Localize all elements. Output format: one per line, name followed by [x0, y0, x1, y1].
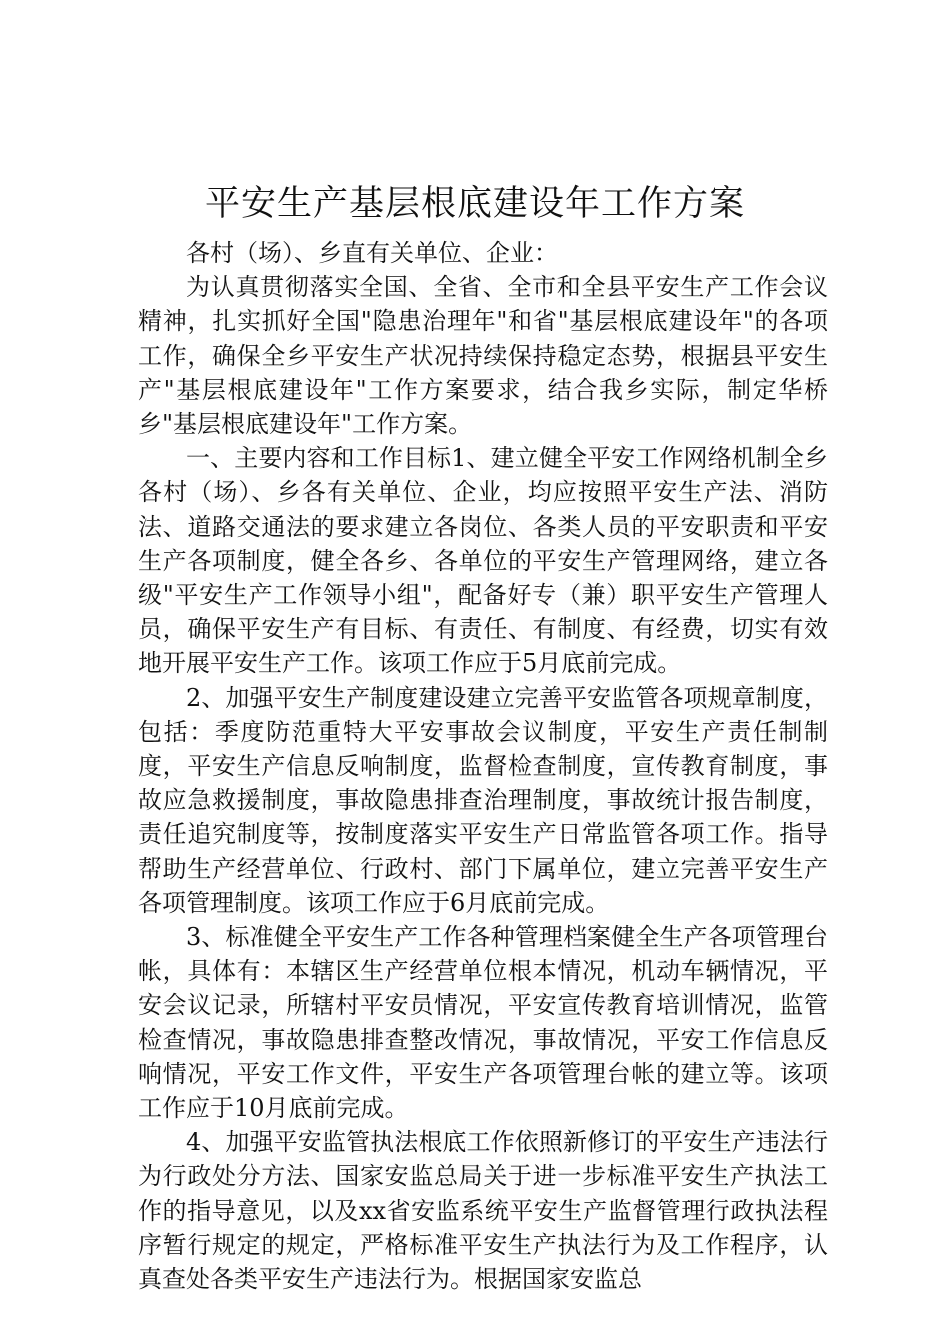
section-4-paragraph: 4、加强平安监管执法根底工作依照新修订的平安生产违法行为行政处分方法、国家安监总局关于进一步标准平安生产执法工作的指导意见，以及xx省安监系统平安生产监督管理行政执法程序暂行规定的规定，严格标准平安生产执法行为及工作程序，认真查处各类平安生产违法行为。根据国家安监总 [138, 1128, 828, 1294]
document-title: 平安生产基层根底建设年工作方案 [204, 184, 745, 224]
section-3-paragraph: 3、标准健全平安生产工作各种管理档案健全生产各项管理台帐，具体有：本辖区生产经营单位根本情况，机动车辆情况，平安会议记录，所辖村平安员情况，平安宣传教育培训情况，监管检查情况，事故隐患排查整改情况，事故情况，平安工作信息反响情况，平安工作文件，平安生产各项管理台帐的建立等。该项工作应于10月底前完成。 [138, 923, 828, 1123]
document-body [138, 236, 828, 1296]
salutation-paragraph: 各村（场）、乡直有关单位、企业： [186, 239, 558, 267]
section-2-paragraph: 2、加强平安生产制度建设建立完善平安监管各项规章制度，包括：季度防范重特大平安事故会议制度，平安生产责任制制度，平安生产信息反响制度，监督检查制度，宣传教育制度，事故应急救援制度，事故隐患排查治理制度，事故统计报告制度，责任追究制度等，按制度落实平安生产日常监管各项工作。指导帮助生产经营单位、行政村、部门下属单位，建立完善平安生产各项管理制度。该项工作应于6月底前完成。 [138, 683, 828, 917]
section-1-paragraph: 一、主要内容和工作目标1、建立健全平安工作网络机制全乡各村（场）、乡各有关单位、企业，均应按照平安生产法、消防法、道路交通法的要求建立各岗位、各类人员的平安职责和平安生产各项制度，健全各乡、各单位的平安生产管理网络，建立各级"平安生产工作领导小组"，配备好专（兼）职平安生产管理人员，确保平安生产有目标、有责任、有制度、有经费，切实有效地开展平安生产工作。该项工作应于5月底前完成。 [138, 444, 828, 678]
intro-paragraph: 为认真贯彻落实全国、全省、全市和全县平安生产工作会议精神，扎实抓好全国"隐患治理年"和省"基层根底建设年"的各项工作，确保全乡平安生产状况持续保持稳定态势，根据县平安生产"基层根底建设年"工作方案要求，结合我乡实际，制定华桥乡"基层根底建设年"工作方案。 [138, 273, 828, 439]
